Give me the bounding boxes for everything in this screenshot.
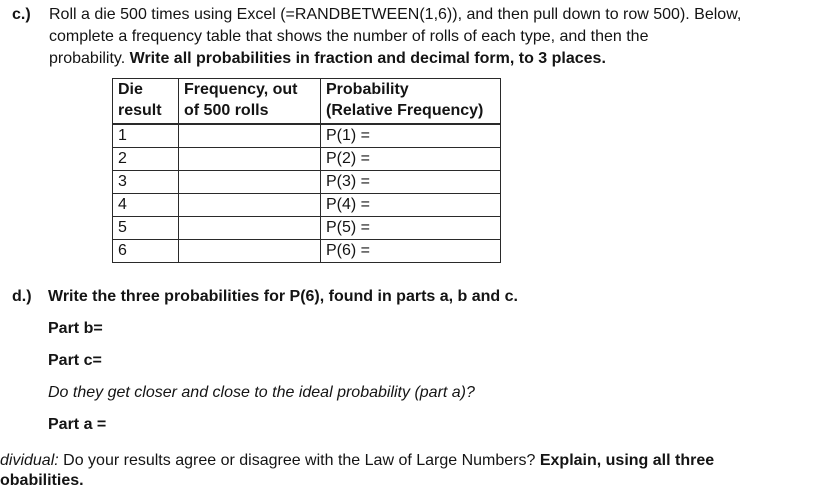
part-c-line3-plain: probability.: [49, 50, 126, 67]
frequency-cell[interactable]: [179, 171, 321, 194]
probability-cell[interactable]: P(2) =: [321, 148, 501, 171]
header-die-result: [113, 79, 179, 125]
probability-cell[interactable]: P(5) =: [321, 217, 501, 240]
die-result-cell: 3: [113, 171, 179, 194]
header-probability-line2: (Relative Frequency): [326, 102, 484, 119]
individual-line2: obabilities.: [0, 472, 84, 489]
table-row: [113, 217, 501, 240]
die-result-cell: 2: [113, 148, 179, 171]
part-c-answer-label: Part c=: [48, 352, 102, 369]
closer-question: Do they get closer and close to the ideal probability (part a)?: [48, 384, 475, 401]
table-row: [113, 194, 501, 217]
header-frequency-line2: of 500 rolls: [184, 102, 269, 119]
frequency-cell[interactable]: [179, 148, 321, 171]
header-die-line1: Die: [118, 81, 143, 98]
frequency-cell[interactable]: [179, 194, 321, 217]
header-probability-line1: Probability: [326, 81, 409, 98]
table-row: [113, 240, 501, 263]
probability-cell[interactable]: P(1) =: [321, 124, 501, 148]
die-result-cell: 4: [113, 194, 179, 217]
individual-explain: Explain, using all three: [539, 452, 715, 469]
part-d-text: Write the three probabilities for P(6), found in parts a, b and c.: [48, 288, 518, 305]
frequency-table: [112, 78, 501, 263]
header-frequency-line1: Frequency, out: [184, 81, 298, 98]
part-c-line3: [49, 50, 606, 68]
die-result-cell: 6: [113, 240, 179, 263]
header-frequency: [179, 79, 321, 125]
part-d-label: d.): [12, 288, 32, 305]
part-c-line3-bold: Write all probabilities in fraction and decimal form, to 3 places.: [129, 50, 606, 67]
table-row: [113, 148, 501, 171]
frequency-cell[interactable]: [179, 240, 321, 263]
probability-cell[interactable]: P(6) =: [321, 240, 501, 263]
part-c-line2: complete a frequency table that shows the number of rolls of each type, and then the: [49, 28, 649, 45]
probability-cell[interactable]: P(4) =: [321, 194, 501, 217]
part-a-label: Part a =: [48, 416, 107, 433]
table-row: [113, 171, 501, 194]
table-header-row: [113, 79, 501, 125]
part-c-label: c.): [12, 6, 31, 23]
probability-cell[interactable]: P(3) =: [321, 171, 501, 194]
part-c-line1: Roll a die 500 times using Excel (=RANDBETWEEN(1,6)), and then pull down to row 500). Below,: [49, 6, 742, 23]
individual-line1: [0, 452, 714, 470]
part-b-label: Part b=: [48, 320, 103, 337]
individual-question: Do your results agree or disagree with the Law of Large Numbers?: [63, 452, 536, 469]
individual-prefix: dividual:: [0, 452, 59, 469]
die-result-cell: 5: [113, 217, 179, 240]
frequency-cell[interactable]: [179, 124, 321, 148]
header-probability: [321, 79, 501, 125]
header-die-line2: result: [118, 102, 162, 119]
frequency-cell[interactable]: [179, 217, 321, 240]
die-result-cell: 1: [113, 124, 179, 148]
table-row: [113, 124, 501, 148]
